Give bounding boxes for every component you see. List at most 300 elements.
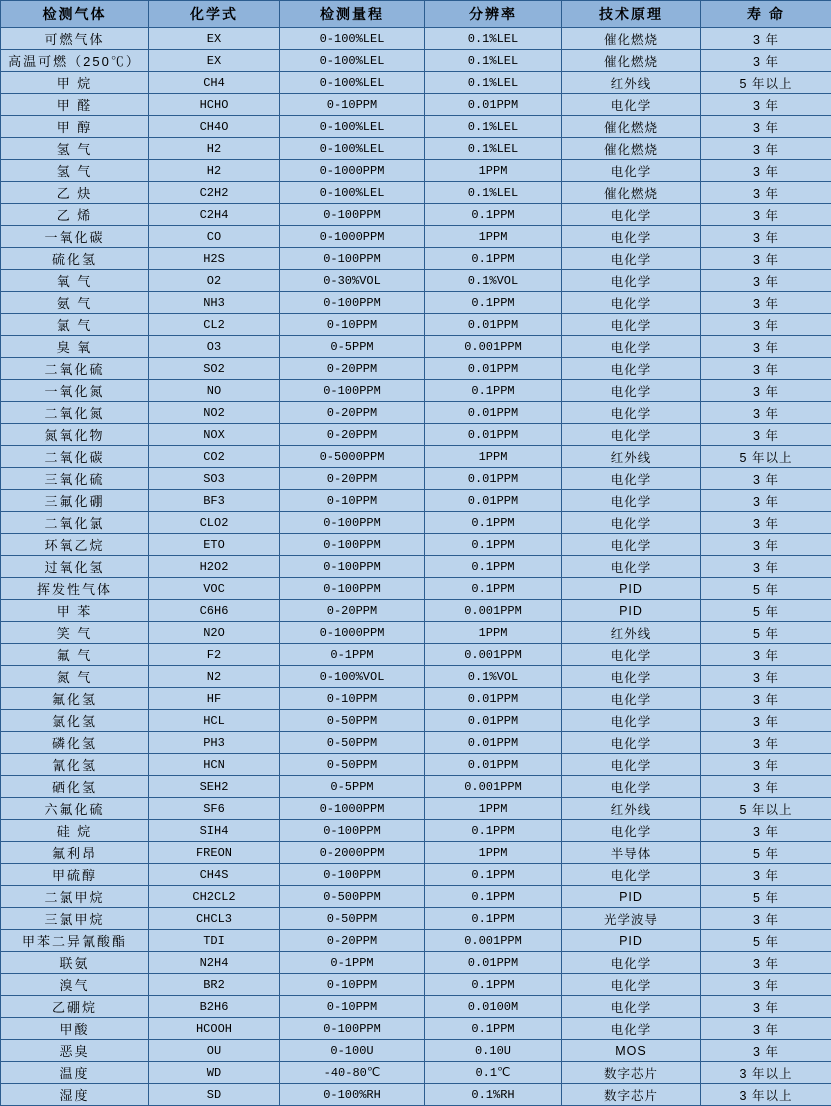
cell-lifespan: 3 年 bbox=[701, 160, 831, 182]
cell-principle: 电化学 bbox=[562, 248, 701, 270]
cell-gas: 氮 气 bbox=[1, 666, 149, 688]
cell-range: 0-20PPM bbox=[280, 402, 425, 424]
cell-principle: PID bbox=[562, 930, 701, 952]
cell-gas: 臭 氧 bbox=[1, 336, 149, 358]
cell-lifespan: 3 年 bbox=[701, 512, 831, 534]
cell-principle: 电化学 bbox=[562, 534, 701, 556]
cell-formula: HCN bbox=[149, 754, 280, 776]
cell-formula: C2H4 bbox=[149, 204, 280, 226]
cell-range: 0-100PPM bbox=[280, 820, 425, 842]
cell-formula: CL2 bbox=[149, 314, 280, 336]
cell-formula: SD bbox=[149, 1084, 280, 1106]
cell-lifespan: 3 年 bbox=[701, 204, 831, 226]
cell-lifespan: 3 年 bbox=[701, 974, 831, 996]
table-row bbox=[1, 380, 831, 402]
cell-resolution: 0.1PPM bbox=[425, 974, 562, 996]
table-row bbox=[1, 864, 831, 886]
cell-range: 0-5PPM bbox=[280, 336, 425, 358]
table-row bbox=[1, 622, 831, 644]
cell-resolution: 0.001PPM bbox=[425, 930, 562, 952]
table-row bbox=[1, 820, 831, 842]
cell-gas: 高温可燃（250℃） bbox=[1, 50, 149, 72]
cell-lifespan: 3 年 bbox=[701, 28, 831, 50]
cell-lifespan: 3 年 bbox=[701, 490, 831, 512]
cell-resolution: 1PPM bbox=[425, 160, 562, 182]
cell-formula: F2 bbox=[149, 644, 280, 666]
cell-formula: NO2 bbox=[149, 402, 280, 424]
table-row bbox=[1, 424, 831, 446]
cell-range: 0-1000PPM bbox=[280, 160, 425, 182]
column-header-formula: 化学式 bbox=[149, 1, 280, 28]
cell-range: 0-100PPM bbox=[280, 556, 425, 578]
cell-gas: 一氧化碳 bbox=[1, 226, 149, 248]
table-row bbox=[1, 644, 831, 666]
cell-range: 0-10PPM bbox=[280, 688, 425, 710]
cell-lifespan: 3 年 bbox=[701, 468, 831, 490]
cell-resolution: 0.01PPM bbox=[425, 732, 562, 754]
cell-range: 0-100%LEL bbox=[280, 28, 425, 50]
column-header-principle: 技术原理 bbox=[562, 1, 701, 28]
table-header bbox=[1, 1, 831, 28]
cell-principle: 红外线 bbox=[562, 446, 701, 468]
cell-principle: 光学波导 bbox=[562, 908, 701, 930]
cell-principle: 电化学 bbox=[562, 688, 701, 710]
cell-formula: H2 bbox=[149, 160, 280, 182]
cell-principle: 电化学 bbox=[562, 204, 701, 226]
cell-principle: 催化燃烧 bbox=[562, 28, 701, 50]
cell-lifespan: 3 年 bbox=[701, 50, 831, 72]
cell-principle: 电化学 bbox=[562, 644, 701, 666]
cell-principle: 催化燃烧 bbox=[562, 182, 701, 204]
table-row bbox=[1, 116, 831, 138]
table-row bbox=[1, 50, 831, 72]
column-header-gas: 检测气体 bbox=[1, 1, 149, 28]
cell-principle: 电化学 bbox=[562, 226, 701, 248]
cell-lifespan: 3 年 bbox=[701, 402, 831, 424]
table-row bbox=[1, 138, 831, 160]
cell-lifespan: 3 年 bbox=[701, 424, 831, 446]
cell-resolution: 0.1%LEL bbox=[425, 50, 562, 72]
cell-range: 0-5000PPM bbox=[280, 446, 425, 468]
table-row bbox=[1, 248, 831, 270]
cell-gas: 硅 烷 bbox=[1, 820, 149, 842]
cell-resolution: 0.01PPM bbox=[425, 952, 562, 974]
cell-gas: 可燃气体 bbox=[1, 28, 149, 50]
cell-principle: 电化学 bbox=[562, 820, 701, 842]
table-row bbox=[1, 1062, 831, 1084]
cell-resolution: 0.01PPM bbox=[425, 314, 562, 336]
cell-formula: WD bbox=[149, 1062, 280, 1084]
cell-formula: SIH4 bbox=[149, 820, 280, 842]
cell-formula: N2 bbox=[149, 666, 280, 688]
cell-resolution: 0.1%LEL bbox=[425, 182, 562, 204]
cell-lifespan: 3 年 bbox=[701, 754, 831, 776]
table-row bbox=[1, 490, 831, 512]
table-row bbox=[1, 974, 831, 996]
cell-lifespan: 3 年 bbox=[701, 710, 831, 732]
cell-range: 0-5PPM bbox=[280, 776, 425, 798]
cell-range: 0-50PPM bbox=[280, 732, 425, 754]
cell-range: 0-100%VOL bbox=[280, 666, 425, 688]
cell-gas: 氮氧化物 bbox=[1, 424, 149, 446]
cell-formula: NH3 bbox=[149, 292, 280, 314]
cell-gas: 硒化氢 bbox=[1, 776, 149, 798]
cell-range: 0-100U bbox=[280, 1040, 425, 1062]
table-row bbox=[1, 1040, 831, 1062]
cell-lifespan: 3 年 bbox=[701, 336, 831, 358]
cell-gas: 氟 气 bbox=[1, 644, 149, 666]
cell-resolution: 1PPM bbox=[425, 842, 562, 864]
cell-range: 0-10PPM bbox=[280, 490, 425, 512]
cell-resolution: 0.1PPM bbox=[425, 578, 562, 600]
table-row bbox=[1, 204, 831, 226]
cell-resolution: 0.1PPM bbox=[425, 556, 562, 578]
cell-lifespan: 3 年 bbox=[701, 182, 831, 204]
cell-principle: 电化学 bbox=[562, 666, 701, 688]
cell-principle: 电化学 bbox=[562, 314, 701, 336]
cell-formula: CH4O bbox=[149, 116, 280, 138]
table-row bbox=[1, 270, 831, 292]
cell-formula: CO2 bbox=[149, 446, 280, 468]
cell-principle: 数字芯片 bbox=[562, 1062, 701, 1084]
cell-range: 0-500PPM bbox=[280, 886, 425, 908]
cell-gas: 六氟化硫 bbox=[1, 798, 149, 820]
cell-gas: 二氯甲烷 bbox=[1, 886, 149, 908]
cell-principle: 电化学 bbox=[562, 864, 701, 886]
cell-formula: FREON bbox=[149, 842, 280, 864]
table-row bbox=[1, 908, 831, 930]
cell-resolution: 0.001PPM bbox=[425, 336, 562, 358]
cell-resolution: 0.1PPM bbox=[425, 1018, 562, 1040]
cell-formula: HCHO bbox=[149, 94, 280, 116]
cell-resolution: 0.1%VOL bbox=[425, 270, 562, 292]
cell-range: 0-20PPM bbox=[280, 468, 425, 490]
cell-principle: PID bbox=[562, 600, 701, 622]
cell-lifespan: 5 年 bbox=[701, 886, 831, 908]
table-row bbox=[1, 886, 831, 908]
cell-formula: CH4 bbox=[149, 72, 280, 94]
cell-formula: O3 bbox=[149, 336, 280, 358]
cell-lifespan: 3 年 bbox=[701, 864, 831, 886]
cell-gas: 温度 bbox=[1, 1062, 149, 1084]
cell-resolution: 0.1PPM bbox=[425, 204, 562, 226]
cell-gas: 甲苯二异氰酸酯 bbox=[1, 930, 149, 952]
cell-range: 0-100PPM bbox=[280, 380, 425, 402]
cell-lifespan: 5 年 bbox=[701, 578, 831, 600]
cell-formula: CH4S bbox=[149, 864, 280, 886]
cell-formula: OU bbox=[149, 1040, 280, 1062]
cell-principle: 电化学 bbox=[562, 336, 701, 358]
table-row bbox=[1, 358, 831, 380]
cell-lifespan: 3 年 bbox=[701, 556, 831, 578]
cell-lifespan: 5 年以上 bbox=[701, 72, 831, 94]
cell-gas: 一氧化氮 bbox=[1, 380, 149, 402]
table-row bbox=[1, 600, 831, 622]
cell-principle: 红外线 bbox=[562, 622, 701, 644]
cell-resolution: 0.001PPM bbox=[425, 600, 562, 622]
cell-lifespan: 5 年以上 bbox=[701, 798, 831, 820]
cell-gas: 甲 醇 bbox=[1, 116, 149, 138]
cell-principle: 半导体 bbox=[562, 842, 701, 864]
table-row bbox=[1, 732, 831, 754]
table-row bbox=[1, 776, 831, 798]
cell-lifespan: 3 年 bbox=[701, 820, 831, 842]
cell-gas: 三氟化硼 bbox=[1, 490, 149, 512]
cell-resolution: 1PPM bbox=[425, 622, 562, 644]
cell-lifespan: 3 年 bbox=[701, 380, 831, 402]
cell-lifespan: 3 年 bbox=[701, 688, 831, 710]
cell-principle: 电化学 bbox=[562, 1018, 701, 1040]
cell-lifespan: 3 年 bbox=[701, 358, 831, 380]
table-header-row bbox=[1, 1, 831, 28]
cell-resolution: 0.01PPM bbox=[425, 710, 562, 732]
cell-formula: CO bbox=[149, 226, 280, 248]
cell-gas: 甲酸 bbox=[1, 1018, 149, 1040]
cell-lifespan: 3 年 bbox=[701, 776, 831, 798]
cell-resolution: 0.1%RH bbox=[425, 1084, 562, 1106]
cell-range: 0-10PPM bbox=[280, 996, 425, 1018]
cell-gas: 甲 醛 bbox=[1, 94, 149, 116]
table-row bbox=[1, 28, 831, 50]
cell-gas: 联氨 bbox=[1, 952, 149, 974]
cell-range: 0-100PPM bbox=[280, 578, 425, 600]
cell-range: -40-80℃ bbox=[280, 1062, 425, 1084]
table-row bbox=[1, 666, 831, 688]
cell-principle: PID bbox=[562, 578, 701, 600]
cell-gas: 溴气 bbox=[1, 974, 149, 996]
cell-resolution: 0.1PPM bbox=[425, 512, 562, 534]
cell-gas: 氢 气 bbox=[1, 138, 149, 160]
cell-principle: 电化学 bbox=[562, 512, 701, 534]
cell-resolution: 0.001PPM bbox=[425, 776, 562, 798]
cell-gas: 湿度 bbox=[1, 1084, 149, 1106]
cell-resolution: 0.1PPM bbox=[425, 820, 562, 842]
cell-lifespan: 3 年 bbox=[701, 952, 831, 974]
cell-formula: PH3 bbox=[149, 732, 280, 754]
cell-lifespan: 3 年 bbox=[701, 666, 831, 688]
cell-lifespan: 5 年 bbox=[701, 842, 831, 864]
cell-lifespan: 3 年 bbox=[701, 138, 831, 160]
cell-lifespan: 3 年 bbox=[701, 996, 831, 1018]
table-row bbox=[1, 930, 831, 952]
cell-principle: 电化学 bbox=[562, 776, 701, 798]
cell-lifespan: 3 年 bbox=[701, 94, 831, 116]
column-header-lifespan: 寿 命 bbox=[701, 1, 831, 28]
table-row bbox=[1, 534, 831, 556]
cell-formula: O2 bbox=[149, 270, 280, 292]
cell-principle: 电化学 bbox=[562, 402, 701, 424]
cell-range: 0-50PPM bbox=[280, 908, 425, 930]
cell-principle: 电化学 bbox=[562, 160, 701, 182]
cell-formula: SEH2 bbox=[149, 776, 280, 798]
table-row bbox=[1, 336, 831, 358]
cell-resolution: 0.01PPM bbox=[425, 94, 562, 116]
table-row bbox=[1, 402, 831, 424]
cell-resolution: 0.1℃ bbox=[425, 1062, 562, 1084]
cell-gas: 二氧化碳 bbox=[1, 446, 149, 468]
cell-formula: ETO bbox=[149, 534, 280, 556]
cell-principle: 催化燃烧 bbox=[562, 116, 701, 138]
cell-principle: 催化燃烧 bbox=[562, 50, 701, 72]
cell-range: 0-20PPM bbox=[280, 358, 425, 380]
table-row bbox=[1, 512, 831, 534]
cell-formula: CH2CL2 bbox=[149, 886, 280, 908]
cell-range: 0-1PPM bbox=[280, 952, 425, 974]
table-row bbox=[1, 842, 831, 864]
cell-gas: 氧 气 bbox=[1, 270, 149, 292]
cell-formula: CLO2 bbox=[149, 512, 280, 534]
cell-lifespan: 3 年 bbox=[701, 908, 831, 930]
cell-resolution: 0.1%LEL bbox=[425, 138, 562, 160]
cell-resolution: 0.1PPM bbox=[425, 248, 562, 270]
cell-range: 0-10PPM bbox=[280, 314, 425, 336]
cell-resolution: 0.1PPM bbox=[425, 864, 562, 886]
cell-principle: 电化学 bbox=[562, 358, 701, 380]
cell-formula: EX bbox=[149, 50, 280, 72]
cell-resolution: 0.1%LEL bbox=[425, 28, 562, 50]
cell-range: 0-2000PPM bbox=[280, 842, 425, 864]
cell-formula: HCOOH bbox=[149, 1018, 280, 1040]
table-row bbox=[1, 1084, 831, 1106]
cell-gas: 二氧化氯 bbox=[1, 512, 149, 534]
cell-formula: H2 bbox=[149, 138, 280, 160]
cell-range: 0-1000PPM bbox=[280, 622, 425, 644]
cell-lifespan: 3 年 bbox=[701, 270, 831, 292]
cell-range: 0-10PPM bbox=[280, 94, 425, 116]
cell-range: 0-100PPM bbox=[280, 204, 425, 226]
cell-formula: N2H4 bbox=[149, 952, 280, 974]
cell-resolution: 0.1%LEL bbox=[425, 116, 562, 138]
cell-range: 0-100PPM bbox=[280, 512, 425, 534]
cell-range: 0-1000PPM bbox=[280, 226, 425, 248]
cell-principle: 电化学 bbox=[562, 94, 701, 116]
cell-formula: H2O2 bbox=[149, 556, 280, 578]
cell-gas: 二氧化氮 bbox=[1, 402, 149, 424]
cell-formula: SF6 bbox=[149, 798, 280, 820]
cell-formula: SO2 bbox=[149, 358, 280, 380]
table-row bbox=[1, 446, 831, 468]
cell-gas: 甲 烷 bbox=[1, 72, 149, 94]
cell-formula: B2H6 bbox=[149, 996, 280, 1018]
cell-gas: 甲 苯 bbox=[1, 600, 149, 622]
cell-formula: BF3 bbox=[149, 490, 280, 512]
cell-gas: 恶臭 bbox=[1, 1040, 149, 1062]
cell-formula: CHCL3 bbox=[149, 908, 280, 930]
cell-principle: 电化学 bbox=[562, 292, 701, 314]
cell-formula: VOC bbox=[149, 578, 280, 600]
cell-range: 0-100%LEL bbox=[280, 138, 425, 160]
cell-lifespan: 3 年以上 bbox=[701, 1062, 831, 1084]
cell-gas: 氟化氢 bbox=[1, 688, 149, 710]
cell-gas: 磷化氢 bbox=[1, 732, 149, 754]
cell-resolution: 0.01PPM bbox=[425, 754, 562, 776]
table-row bbox=[1, 1018, 831, 1040]
cell-resolution: 0.01PPM bbox=[425, 402, 562, 424]
cell-range: 0-20PPM bbox=[280, 600, 425, 622]
cell-resolution: 1PPM bbox=[425, 798, 562, 820]
cell-range: 0-100PPM bbox=[280, 864, 425, 886]
cell-principle: 电化学 bbox=[562, 974, 701, 996]
cell-principle: 电化学 bbox=[562, 490, 701, 512]
cell-range: 0-100%RH bbox=[280, 1084, 425, 1106]
cell-lifespan: 3 年 bbox=[701, 292, 831, 314]
cell-gas: 硫化氢 bbox=[1, 248, 149, 270]
cell-gas: 甲硫醇 bbox=[1, 864, 149, 886]
cell-resolution: 0.01PPM bbox=[425, 424, 562, 446]
table-row bbox=[1, 688, 831, 710]
table-row bbox=[1, 226, 831, 248]
cell-gas: 乙 烯 bbox=[1, 204, 149, 226]
table-row bbox=[1, 182, 831, 204]
cell-formula: SO3 bbox=[149, 468, 280, 490]
cell-gas: 氰化氢 bbox=[1, 754, 149, 776]
cell-principle: MOS bbox=[562, 1040, 701, 1062]
cell-formula: N2O bbox=[149, 622, 280, 644]
table-row bbox=[1, 292, 831, 314]
table-row bbox=[1, 72, 831, 94]
table-row bbox=[1, 468, 831, 490]
table-row bbox=[1, 710, 831, 732]
cell-principle: 电化学 bbox=[562, 732, 701, 754]
table-body bbox=[1, 28, 831, 1106]
cell-resolution: 0.1PPM bbox=[425, 292, 562, 314]
cell-range: 0-20PPM bbox=[280, 424, 425, 446]
cell-range: 0-30%VOL bbox=[280, 270, 425, 292]
cell-resolution: 0.0100M bbox=[425, 996, 562, 1018]
cell-range: 0-50PPM bbox=[280, 754, 425, 776]
cell-principle: 电化学 bbox=[562, 754, 701, 776]
cell-principle: 电化学 bbox=[562, 996, 701, 1018]
cell-range: 0-100%LEL bbox=[280, 182, 425, 204]
cell-resolution: 0.1PPM bbox=[425, 908, 562, 930]
cell-gas: 环氧乙烷 bbox=[1, 534, 149, 556]
cell-range: 0-100PPM bbox=[280, 1018, 425, 1040]
cell-resolution: 0.1%VOL bbox=[425, 666, 562, 688]
cell-formula: NO bbox=[149, 380, 280, 402]
cell-gas: 乙硼烷 bbox=[1, 996, 149, 1018]
cell-lifespan: 5 年 bbox=[701, 600, 831, 622]
cell-gas: 过氧化氢 bbox=[1, 556, 149, 578]
cell-range: 0-1PPM bbox=[280, 644, 425, 666]
cell-resolution: 0.01PPM bbox=[425, 688, 562, 710]
cell-formula: HCL bbox=[149, 710, 280, 732]
cell-formula: C2H2 bbox=[149, 182, 280, 204]
cell-principle: 电化学 bbox=[562, 468, 701, 490]
cell-gas: 笑 气 bbox=[1, 622, 149, 644]
cell-principle: 电化学 bbox=[562, 424, 701, 446]
table-row bbox=[1, 556, 831, 578]
cell-lifespan: 3 年 bbox=[701, 1040, 831, 1062]
cell-formula: H2S bbox=[149, 248, 280, 270]
table-row bbox=[1, 578, 831, 600]
cell-range: 0-100PPM bbox=[280, 292, 425, 314]
cell-lifespan: 3 年 bbox=[701, 534, 831, 556]
cell-gas: 氨 气 bbox=[1, 292, 149, 314]
cell-formula: HF bbox=[149, 688, 280, 710]
cell-formula: EX bbox=[149, 28, 280, 50]
cell-lifespan: 5 年以上 bbox=[701, 446, 831, 468]
column-header-range: 检测量程 bbox=[280, 1, 425, 28]
cell-principle: 电化学 bbox=[562, 952, 701, 974]
cell-lifespan: 3 年 bbox=[701, 732, 831, 754]
cell-resolution: 0.1PPM bbox=[425, 534, 562, 556]
cell-principle: 数字芯片 bbox=[562, 1084, 701, 1106]
cell-resolution: 0.001PPM bbox=[425, 644, 562, 666]
table-row bbox=[1, 952, 831, 974]
cell-resolution: 0.1PPM bbox=[425, 380, 562, 402]
cell-gas: 氢 气 bbox=[1, 160, 149, 182]
cell-principle: 电化学 bbox=[562, 270, 701, 292]
